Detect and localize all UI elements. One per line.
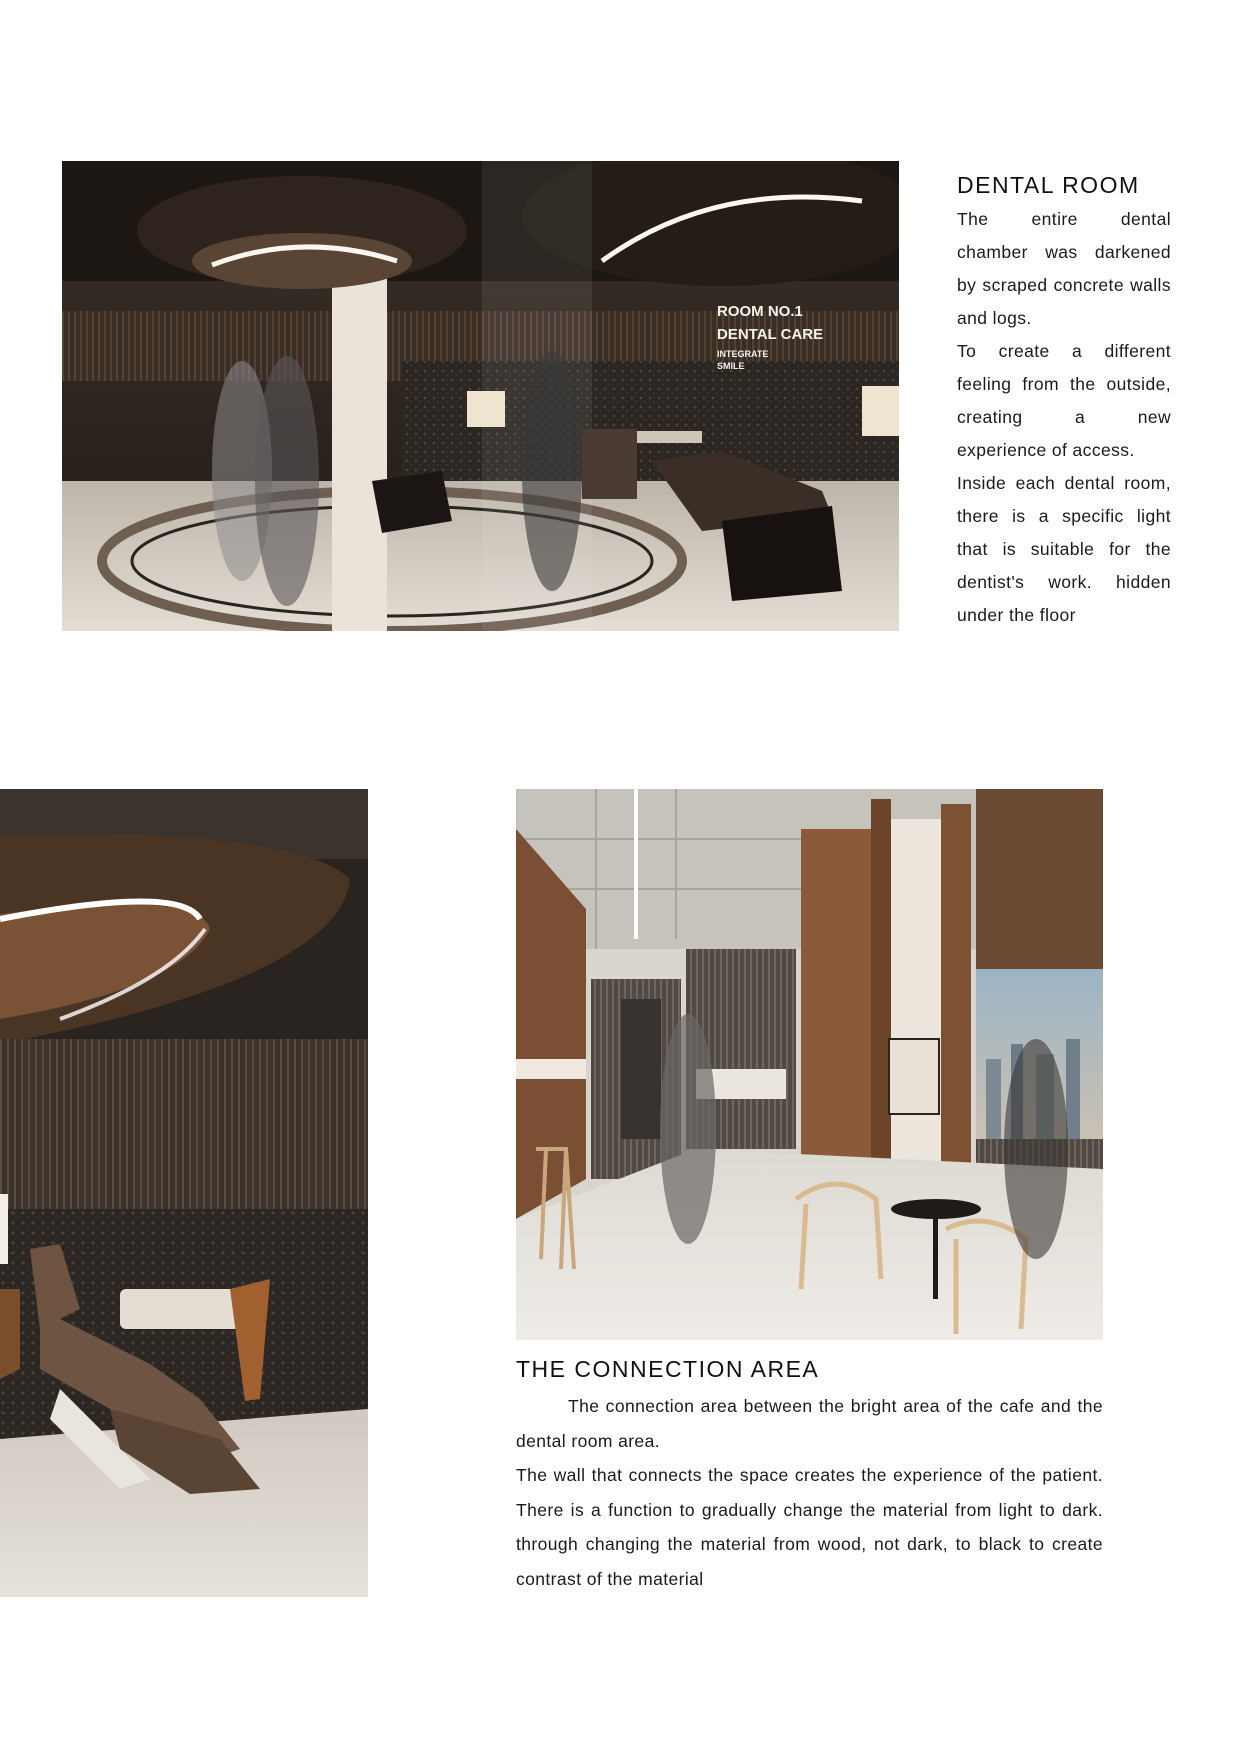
dental-room-paragraph-1: The entire dental chamber was darkened by scraped concrete walls and logs. [957, 209, 1171, 328]
room-sign-line3: INTEGRATE [717, 349, 769, 359]
room-sign-line4: SMILE [717, 361, 745, 371]
dental-room-paragraph-3: Inside each dental room, there is a specific light that is suitable for the dentist's work. hidden under the floor [957, 473, 1171, 625]
dental-room-render [62, 161, 899, 631]
connection-area-section [516, 1356, 1103, 1596]
room-sign-line1: ROOM NO.1 [717, 303, 803, 320]
connection-area-render [516, 789, 1103, 1340]
connection-area-title: THE CONNECTION AREA [516, 1356, 820, 1382]
dental-room-section [957, 172, 1171, 632]
connection-area-paragraph-1: The connection area between the bright area of the cafe and the dental room area. [516, 1396, 1103, 1451]
connection-area-paragraph-2: The wall that connects the space creates the experience of the patient. There is a function to gradually change the material from light to dark. through changing the material from wood, not dark, to black to create contrast of the material [516, 1465, 1103, 1589]
room-sign-line2: DENTAL CARE [717, 326, 824, 343]
dental-room-paragraph-2: To create a different feeling from the outside, creating a new experience of access. [957, 341, 1171, 460]
dental-room-title: DENTAL ROOM [957, 172, 1140, 198]
dental-chair-closeup-render [0, 789, 368, 1597]
